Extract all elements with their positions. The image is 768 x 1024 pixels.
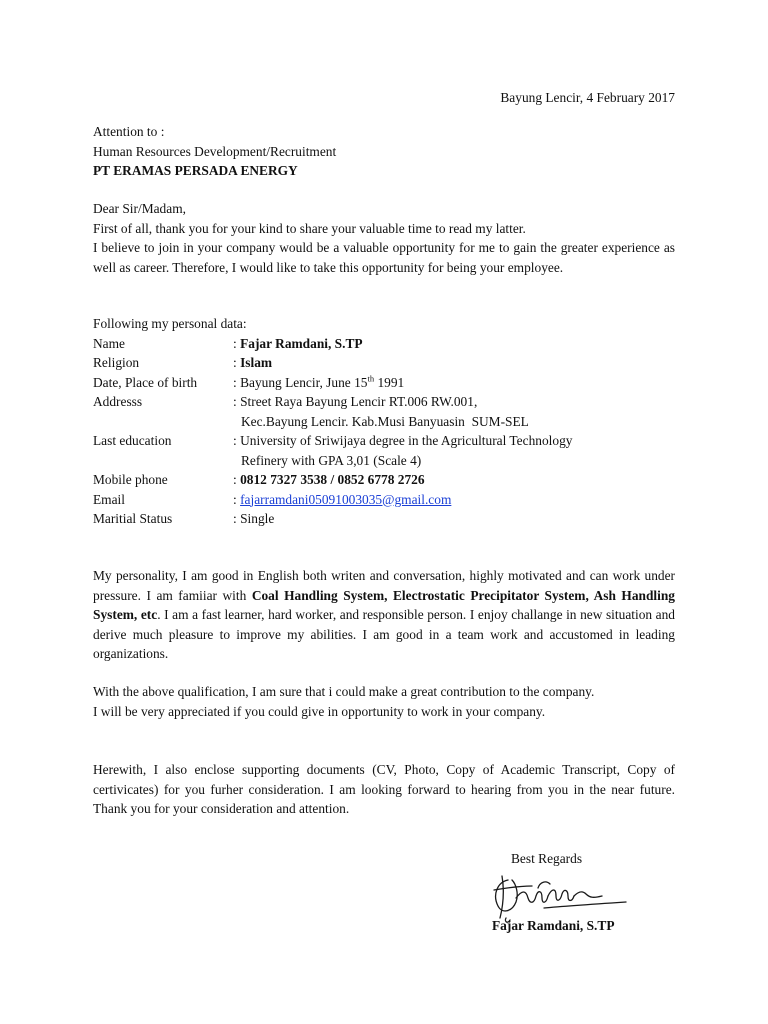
education-line-2: Refinery with GPA 3,01 (Scale 4) <box>241 452 422 468</box>
personal-data-heading: Following my personal data: <box>93 316 247 331</box>
address-line-2: Kec.Bayung Lencir. Kab.Musi Banyuasin SUM-SEL <box>241 413 529 429</box>
education-value: : University of Sriwijaya degree in the Agricultural Technology Refinery with GPA 3,01 (Scale 4) <box>233 431 675 470</box>
qualification-line-2: I will be very appreciated if you could give in opportunity to work in your company. <box>93 703 546 719</box>
personal-row-address <box>93 392 675 431</box>
education-line-1: University of Sriwijaya degree in the Agricultural Technology <box>240 433 573 448</box>
salutation-block <box>93 199 675 277</box>
address-line-1: Street Raya Bayung Lencir RT.006 RW.001, <box>240 394 478 409</box>
religion-label: Religion <box>93 355 140 370</box>
personal-row-phone: Mobile phone : 0812 7327 3538 / 0852 6778 2726 <box>93 470 675 490</box>
personal-row-birth <box>93 373 675 393</box>
marital-label: Maritial Status <box>93 511 173 526</box>
birth-value: : Bayung Lencir, June 15th 1991 <box>233 373 405 390</box>
regards-text: Best Regards <box>511 851 583 866</box>
education-label: Last education <box>93 433 172 448</box>
qualification-paragraph <box>93 682 675 721</box>
name-label: Name <box>93 335 125 351</box>
phone-label: Mobile phone <box>93 472 168 487</box>
attention-block <box>93 122 675 181</box>
personal-row-email: Email : fajarramdani05091003035@gmail.com <box>93 490 675 510</box>
personality-paragraph: My personality, I am good in English both writen and conversation, highly motivated and can work under pressure. I am famiiar with Coal Handling System, Electrostatic Precipitator System, Ash Handling System, etc. I am a fast learner, hard worker, and responsible person. I enjoy challange in new situation and derive much pleasure to improve my abilities. I am good in a team work and accustomed in leading organizations. <box>93 568 676 661</box>
qualification-line-1: With the above qualification, I am sure that i could make a great contribution to the company. <box>93 684 595 699</box>
salutation: Dear Sir/Madam, <box>93 201 186 216</box>
skills-highlight: Coal Handling System, Electrostatic Precipitator System, Ash Handling System, etc <box>93 587 675 622</box>
personal-row-religion: Religion : Islam <box>93 353 675 373</box>
address-value: : Street Raya Bayung Lencir RT.006 RW.001, Kec.Bayung Lencir. Kab.Musi Banyuasin SUM-SEL <box>233 392 675 431</box>
attention-company: PT ERAMAS PERSADA ENERGY <box>93 163 298 178</box>
personal-data-section <box>93 314 675 529</box>
marital-value: Single <box>240 511 275 526</box>
attention-department: Human Resources Development/Recruitment <box>93 143 337 159</box>
name-value: Fajar Ramdani, S.TP <box>240 335 363 351</box>
intro-line: First of all, thank you for your kind to share your valuable time to read my latter. <box>93 220 526 236</box>
signer-name: Fajar Ramdani, S.TP <box>492 918 615 933</box>
phone-value: 0812 7327 3538 / 0852 6778 2726 <box>240 472 425 487</box>
attention-label: Attention to : <box>93 124 165 139</box>
email-link[interactable]: fajarramdani05091003035@gmail.com <box>240 491 452 507</box>
personal-row-education <box>93 431 675 470</box>
birth-label: Date, Place of birth <box>93 374 198 390</box>
intro-paragraph: I believe to join in your company would be a valuable opportunity for me to gain the greater experience as well as career. Therefore, I would like to take this opportunity for being your employee. <box>93 240 675 275</box>
closing-paragraph: Herewith, I also enclose supporting documents (CV, Photo, Copy of Academic Transcript, Copy of certivicates) for you furher consideration. I am looking forward to hearing from you in the near future. Thank you for your consideration and attention. <box>93 762 675 816</box>
address-label: Addresss <box>93 394 143 409</box>
religion-value: Islam <box>240 355 273 370</box>
personal-row-name: Name : Fajar Ramdani, S.TP <box>93 334 675 354</box>
email-label: Email <box>93 491 125 507</box>
personal-row-marital: Maritial Status : Single <box>93 509 675 529</box>
date-line: Bayung Lencir, 4 February 2017 <box>500 90 675 105</box>
